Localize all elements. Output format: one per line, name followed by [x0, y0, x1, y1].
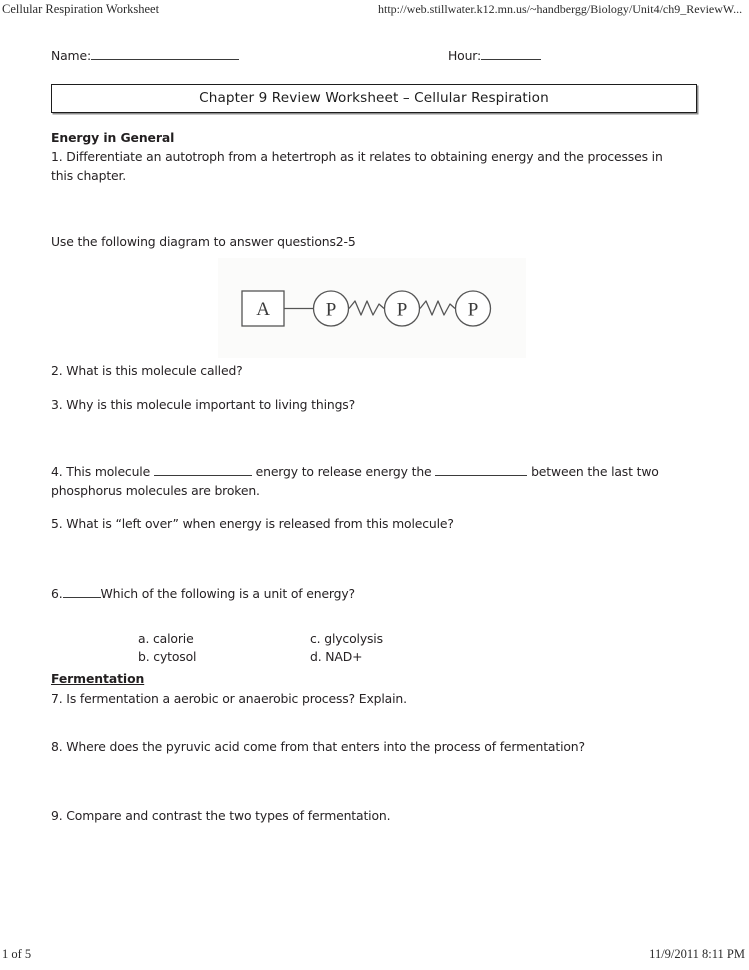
atp-molecule-diagram: [218, 258, 526, 358]
question-4-text-part-2: energy to release energy the: [251, 464, 436, 479]
question-3: 3. Why is this molecule important to living things?: [51, 397, 356, 412]
question-4-blank-2[interactable]: [435, 464, 527, 476]
question-4-blank-1[interactable]: [154, 464, 252, 476]
question-8: 8. Where does the pyruvic acid come from that enters into the process of fermentation?: [51, 739, 585, 754]
page-header-url: http://web.stillwater.k12.mn.us/~handbergg/Biology/Unit4/ch9_ReviewW...: [378, 2, 743, 16]
question-6-text: Which of the following is a unit of energy?: [100, 586, 355, 601]
choice-d[interactable]: d. NAD+: [310, 648, 363, 664]
choice-b[interactable]: b. cytosol: [138, 648, 197, 664]
hour-field-group: [448, 48, 541, 63]
page-number: 1 of 5: [2, 947, 32, 961]
hour-input-blank[interactable]: [481, 48, 541, 60]
question-4-text-part-3: between the last two phosphorus molecules are broken.: [51, 464, 659, 498]
phosphate3-label: P: [467, 299, 479, 321]
page-header-title: Cellular Respiration Worksheet: [2, 2, 160, 16]
print-timestamp: 11/9/2011 8:11 PM: [649, 947, 745, 961]
worksheet-title: Chapter 9 Review Worksheet – Cellular Respiration: [199, 90, 549, 106]
phosphate1-label: P: [325, 299, 337, 321]
browser-print-footer: [0, 947, 749, 965]
question-2: 2. What is this molecule called?: [51, 363, 243, 378]
choice-a[interactable]: a. calorie: [138, 631, 194, 646]
question-1: 1. Differentiate an autotroph from a hetertroph as it relates to obtaining energy and the processes in this chapter.: [51, 149, 663, 183]
name-input-blank[interactable]: [91, 48, 239, 60]
choice-c[interactable]: c. glycolysis: [310, 631, 383, 646]
question-6: [51, 584, 551, 603]
adenosine-label: A: [256, 299, 270, 320]
section-heading-fermentation: Fermentation: [51, 671, 145, 686]
phosphate2-label: P: [396, 299, 408, 321]
question-6-number: 6.: [51, 586, 63, 601]
choice-row-2: [138, 648, 468, 666]
high-energy-bond-2: [420, 301, 455, 315]
question-5: 5. What is “left over” when energy is released from this molecule?: [51, 516, 454, 531]
worksheet-title-box: [51, 84, 697, 113]
question-6-answer-blank[interactable]: [63, 586, 101, 598]
question-6-choices: [138, 630, 468, 665]
diagram-instruction: Use the following diagram to answer questions2-5: [51, 234, 356, 249]
name-label: Name:: [51, 48, 91, 63]
question-4: [51, 462, 671, 500]
name-field-group: [51, 48, 239, 63]
question-4-text-part-1: 4. This molecule: [51, 464, 154, 479]
browser-print-header: [0, 0, 749, 22]
section-heading-energy: Energy in General: [51, 130, 175, 145]
question-9: 9. Compare and contrast the two types of fermentation.: [51, 808, 391, 823]
hour-label: Hour:: [448, 48, 482, 63]
high-energy-bond-1: [349, 301, 384, 315]
choice-row-1: [138, 630, 468, 648]
atp-diagram-svg: [218, 258, 526, 358]
question-7: 7. Is fermentation a aerobic or anaerobic process? Explain.: [51, 691, 407, 706]
student-info-row: [51, 48, 701, 68]
